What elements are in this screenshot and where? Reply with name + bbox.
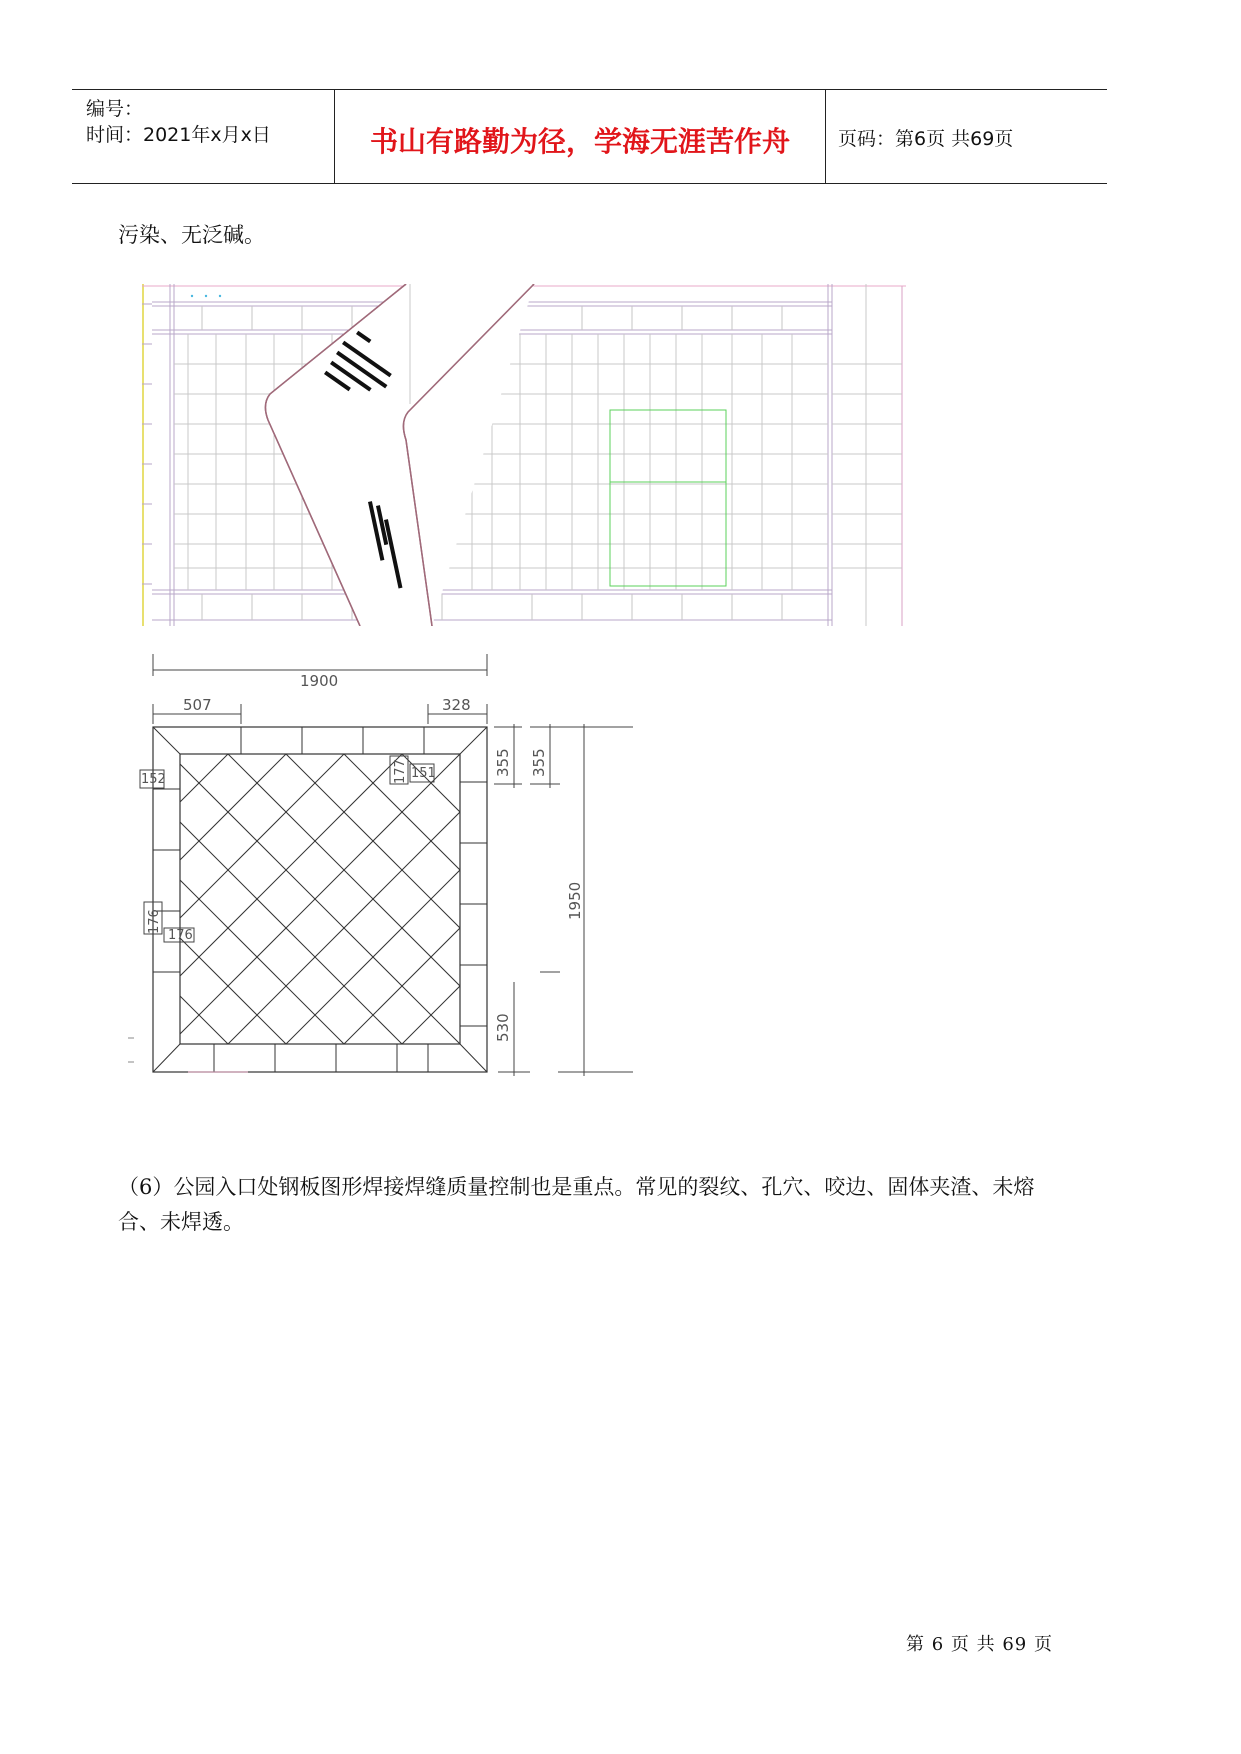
dim-right-355-b: 355 (530, 748, 548, 777)
header-page-info: 页码：第6页 共69页 (838, 128, 1014, 150)
header-motto: 书山有路勤为径，学海无涯苦作舟 (369, 125, 790, 158)
dim-right-355-a: 355 (494, 748, 512, 777)
tile-panel-dimension-drawing (128, 652, 648, 1106)
dim-total-height: 1950 (566, 881, 584, 920)
dim-bottom-corner-h: 176 (168, 928, 193, 943)
header-page-cell (826, 90, 1107, 183)
paving-plan-drawing (142, 284, 906, 630)
dim-right-border: 151 (411, 766, 436, 781)
dim-total-width: 1900 (300, 672, 339, 690)
dim-top-corner: 177 (393, 759, 408, 784)
body-paragraph-1: 污染、无泛碱。 (118, 223, 265, 247)
page-footer: 第 6 页 共 69 页 (906, 1634, 1053, 1655)
dim-bottom-corner-v: 176 (147, 909, 162, 934)
body-paragraph-2: （6）公园入口处钢板图形焊接焊缝质量控制也是重点。常见的裂纹、孔穴、咬边、固体夹渣、未熔合、未焊透。 (118, 1175, 1035, 1234)
header-motto-cell (335, 90, 826, 183)
document-number-label: 编号： (86, 98, 144, 120)
dim-right-offset: 328 (442, 696, 471, 714)
header-meta-cell (72, 90, 335, 183)
dim-left-offset: 507 (183, 696, 212, 714)
dim-bottom-530: 530 (494, 1013, 512, 1042)
document-time-label: 时间：2021年x月x日 (86, 124, 271, 146)
dim-left-border: 152 (141, 772, 166, 787)
page-header (72, 89, 1107, 184)
